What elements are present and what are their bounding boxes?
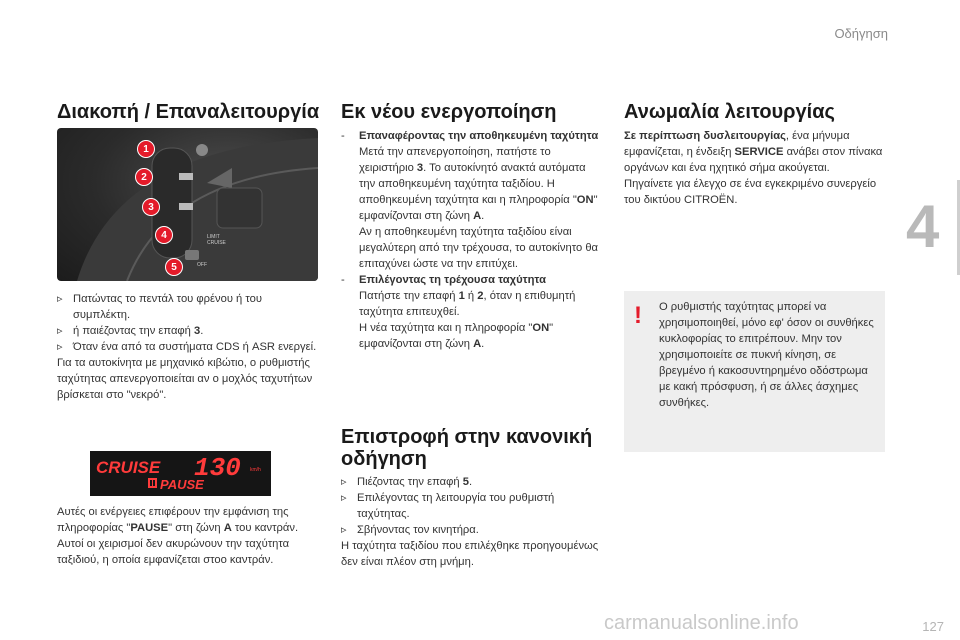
paragraph-pause-info: Αυτές οι ενέργειες επιφέρουν την εμφάνιση της πληροφορίας "PAUSE" στη ζώνη A του καντράν. (57, 506, 299, 534)
col1-text-block (57, 291, 319, 403)
col2-text-block-2 (341, 474, 603, 570)
page-number: 127 (922, 619, 944, 634)
heading-reactivation: Εκ νέου ενεργοποίηση (341, 101, 557, 123)
list-item: - Επιλέγοντας τη τρέχουσα ταχύτητα Πατήστε την επαφή 1 ή 2, όταν η επιθυμητή ταχύτητα επιτευχθεί. Η νέα ταχύτητα και η πληροφορία "ON" εμφανίζονται στη ζώνη A. (341, 274, 576, 350)
list-item: ▹ Όταν ένα από τα συστήματα CDS ή ASR ενεργεί. (57, 341, 317, 353)
callout-2: 2 (135, 168, 153, 186)
list-item: - Επαναφέροντας την αποθηκευμένη ταχύτητα Μετά την απενεργοποίηση, πατήστε το χειριστήριο 3. Το αυτοκίνητό ανακτά αυτόματα την αποθηκευμένη ταχύτητα ταξιδίου. Η αποθηκευμένη ταχύτητα και η πληροφορία "ON" εμφανίζονται στη ζώνη A. Αν η αποθηκευμένη ταχύτητα ταξιδίου είναι μεγαλύτερη από την τρέχουσα, το αυτοκίνητο θα επιταχύνει ώστε να την επιτύχει. (341, 130, 599, 270)
cluster-speed-value: 130 (194, 453, 241, 483)
callout-1: 1 (137, 140, 155, 158)
heading-malfunction: Ανωμαλία λειτουργίας (624, 101, 835, 123)
warning-exclamation-icon: ! (634, 302, 642, 329)
list-item: ▹ Πιέζοντας την επαφή 5. (341, 476, 473, 488)
paragraph-speed-kept: Αυτοί οι χειρισμοί δεν ακυρώνουν την ταχύτητα ταξιδιού, η οποία εμφανίζεται στοο καντράν. (57, 538, 290, 566)
heading-return-normal-driving: Επιστροφή στην κανονική οδήγηση (341, 426, 593, 470)
cruise-pause-display-image (90, 451, 271, 496)
callout-4: 4 (155, 226, 173, 244)
heading-stop-restart: Διακοπή / Επαναλειτουργία (57, 101, 320, 123)
section-title: Οδήγηση (834, 26, 888, 41)
cluster-display (90, 451, 271, 496)
cluster-cruise-text: CRUISE (96, 458, 161, 477)
steering-controls-image (57, 128, 318, 281)
label-cruise: CRUISE (207, 240, 226, 246)
list-item: ▹ Επιλέγοντας τη λειτουργία του ρυθμιστή ταχύτητας. (341, 492, 555, 520)
cluster-unit: km/h (250, 467, 261, 473)
callout-3: 3 (142, 198, 160, 216)
warning-text: Ο ρυθμιστής ταχύτητας μπορεί να χρησιμοποιηθεί, μόνο εφ' όσον οι συνθήκες κυκλοφορίας το επιτρέπουν. Μην τον χρησιμοποιείτε σε πυκνή κίνηση, σε βρεγμένο ή κακοσυντηρημένο οδόστρωμα με κακή πρόσφυση, ή σε άλλες άσχημες συνθήκες. (659, 301, 874, 409)
label-off: OFF (197, 262, 207, 268)
chapter-number: 4 (906, 193, 940, 260)
callout-5: 5 (165, 258, 183, 276)
watermark: carmanualsonline.info (604, 612, 799, 634)
warning-panel (624, 291, 885, 452)
col1-text-block-2 (57, 504, 319, 568)
col3-text-block (624, 128, 885, 208)
paragraph-manual-gearbox: Για τα αυτοκίνητα με μηχανικό κιβώτιο, ο ρυθμιστής ταχύτητας απενεργοποιείται αν ο μοχλός ταχυτήτων βρίσκεται στο "νεκρό". (57, 357, 313, 401)
paragraph-malfunction: Σε περίπτωση δυσλειτουργίας, ένα μήνυμα εμφανίζεται, η ένδειξη SERVICE ανάβει στον πίνακα οργάνων και ένα ηχητικό σήμα ακούγεται. (624, 130, 883, 174)
label-limit: LIMIT (207, 234, 220, 240)
steering-controls-illustration (57, 128, 318, 281)
cluster-pause-text: PAUSE (160, 477, 204, 492)
paragraph-dealer: Πηγαίνετε για έλεγχο σε ένα εγκεκριμένο συνεργείο του δικτύου CITROËN. (624, 178, 877, 206)
col2-text-block (341, 128, 603, 352)
list-item: ▹ Πατώντας το πεντάλ του φρένου ή του συμπλέκτη. (57, 293, 262, 321)
list-item: ▹ ή παιέζοντας την επαφή 3. (57, 325, 204, 337)
paragraph-memory-cleared: Η ταχύτητα ταξιδίου που επιλέχθηκε προηγουμένως δεν είναι πλέον στη μνήμη. (341, 540, 599, 568)
list-item: ▹ Σβήνοντας τον κινητήρα. (341, 524, 479, 536)
